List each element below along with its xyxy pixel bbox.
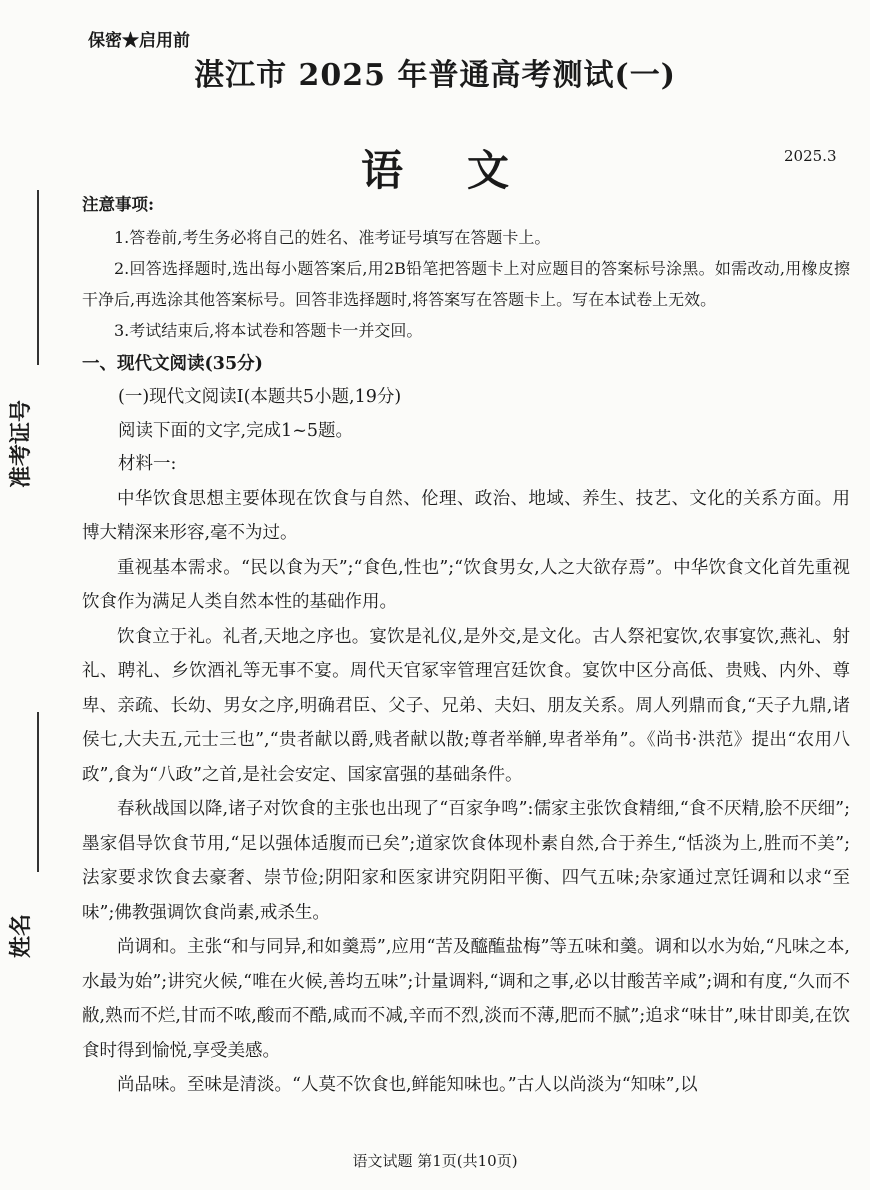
notes-heading: 注意事项:: [82, 195, 155, 214]
passage-paragraph: 春秋战国以降,诸子对饮食的主张也出现了“百家争鸣”:儒家主张饮食精细,“食不厌精,脍不厌细”;墨家倡导饮食节用,“足以强体适腹而已矣”;道家饮食体现朴素自然,合于养生,“恬淡为上,胜而不美”;法家要求饮食去豪奢、崇节俭;阴阳家和医家讲究阴阳平衡、四气五味;杂家通过烹饪调和以求“至味”;佛教强调饮食尚素,戒杀生。: [82, 799, 850, 923]
section-heading: 一、现代文阅读(35分): [82, 353, 263, 374]
exam-title: 湛江市 2025 年普通高考测试(一): [194, 58, 676, 93]
passage-paragraph: 重视基本需求。“民以食为天”;“食色,性也”;“饮食男女,人之大欲存焉”。中华饮食文化首先重视饮食作为满足人类自然本性的基础作用。: [82, 557, 850, 612]
page-body: [82, 188, 850, 1103]
exam-number-line: [37, 190, 39, 365]
reading-instruction: 阅读下面的文字,完成1~5题。: [118, 420, 353, 441]
note-item: 2.回答选择题时,选出每小题答案后,用2B铅笔把答题卡上对应题目的答案标号涂黑。如需改动,用橡皮擦干净后,再选涂其他答案标号。回答非选择题时,将答案写在答题卡上。写在本试卷上无效。: [82, 258, 850, 309]
name-line: [37, 712, 39, 872]
sub-section-heading: (一)现代文阅读Ⅰ(本题共5小题,19分): [118, 387, 402, 407]
name-label: 姓名: [8, 913, 34, 958]
note-item: 1.答卷前,考生务必将自己的姓名、准考证号填写在答题卡上。: [114, 227, 551, 247]
subject-title: 语文: [360, 146, 573, 195]
exam-date: 2025.3: [784, 147, 837, 165]
passage-paragraph: 尚品味。至味是清淡。“人莫不饮食也,鲜能知味也。”古人以尚淡为“知味”,以: [117, 1075, 698, 1095]
passage-paragraph: 中华饮食思想主要体现在饮食与自然、伦理、政治、地域、养生、技艺、文化的关系方面。用博大精深来形容,毫不为过。: [82, 488, 850, 543]
classified-label: 保密★启用前: [88, 31, 190, 51]
passage-paragraph: 尚调和。主张“和与同异,和如羹焉”,应用“苦及醯醢盐梅”等五味和羹。调和以水为始,“凡味之本,水最为始”;讲究火候,“唯在火候,善均五味”;计量调料,“调和之事,必以甘酸苦辛咸”;调和有度,“久而不敝,熟而不烂,甘而不哝,酸而不酷,咸而不减,辛而不烈,淡而不薄,肥而不腻”;追求“味甘”,味甘即美,在饮食时得到愉悦,享受美感。: [82, 937, 850, 1061]
exam-number-label: 准考证号: [8, 399, 34, 488]
material-label: 材料一:: [118, 454, 177, 474]
passage-paragraph: 饮食立于礼。礼者,天地之序也。宴饮是礼仪,是外交,是文化。古人祭祀宴饮,农事宴饮,燕礼、射礼、聘礼、乡饮酒礼等无事不宴。周代天官冢宰管理宫廷饮食。宴饮中区分高低、贵贱、内外、尊卑、亲疏、长幼、男女之序,明确君臣、父子、兄弟、夫妇、朋友关系。周人列鼎而食,“天子九鼎,诸侯七,大夫五,元士三也”,“贵者献以爵,贱者献以散;尊者举觯,卑者举角”。《尚书·洪范》提出“农用八政”,食为“八政”之首,是社会安定、国家富强的基础条件。: [82, 626, 850, 785]
page-footer: 语文试题 第1页(共10页): [352, 1152, 518, 1170]
note-item: 3.考试结束后,将本试卷和答题卡一并交回。: [114, 320, 423, 340]
